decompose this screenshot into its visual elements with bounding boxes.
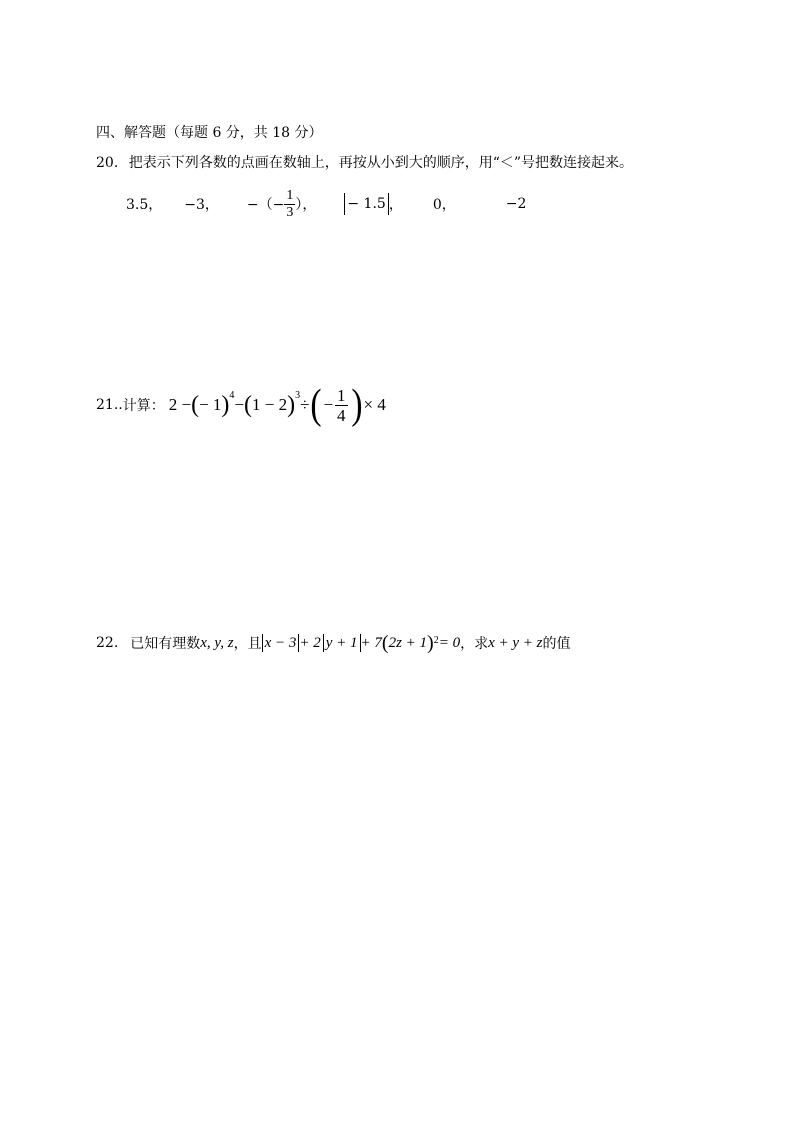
- paren-open: (: [381, 632, 389, 654]
- abs-value: − 1.5: [347, 196, 386, 212]
- fraction-one-third: [284, 189, 295, 220]
- question-22: [96, 628, 571, 658]
- exponent-4: 4: [229, 390, 235, 401]
- number-item-neg-2: −2: [505, 196, 527, 212]
- question-22-mid: ，且: [233, 636, 262, 652]
- question-22-prefix: 已知有理数: [130, 636, 201, 652]
- expr-divide: ÷: [300, 395, 310, 414]
- term-plus-seven: + 7: [360, 634, 382, 651]
- paren-open-1: (: [191, 392, 200, 418]
- expr-minus: −: [234, 395, 244, 414]
- number-item-zero: 0，: [432, 197, 456, 213]
- number-item-neg-3: −3，: [184, 197, 219, 213]
- number-item-neg-neg-third: [247, 189, 316, 220]
- exponent-3: 3: [295, 390, 301, 401]
- fraction-numerator: 1: [286, 187, 294, 203]
- expr-one-minus-two: 1 − 2: [252, 395, 288, 414]
- question-22-number: 22.: [96, 635, 119, 651]
- paren-close: ): [427, 632, 434, 654]
- number-item-abs-neg-1-5: [344, 193, 402, 215]
- question-21-number: 21..: [96, 397, 123, 413]
- paren-close-1: ): [221, 392, 230, 418]
- expr-neg-one: − 1: [199, 395, 222, 414]
- fraction-denominator: 3: [286, 204, 294, 220]
- expr-term-1: 2 −: [168, 395, 192, 414]
- question-20: [96, 152, 633, 172]
- inner-term: 2z + 1: [388, 634, 428, 651]
- question-20-numbers: [126, 186, 526, 222]
- paren-close-2: ): [287, 392, 296, 418]
- big-paren-close: ): [350, 382, 363, 428]
- question-22-suffix-2: 的值: [542, 636, 571, 652]
- expr-neg-sign: −: [323, 395, 334, 414]
- equals-zero: = 0: [438, 634, 461, 651]
- exponent-2: 2: [433, 635, 439, 646]
- number-item-d-suffix: ，: [388, 197, 403, 213]
- number-item-c-prefix: −（−: [246, 197, 285, 213]
- abs-term-2: y + 1: [325, 634, 358, 651]
- fraction-denominator: 4: [337, 405, 346, 425]
- number-item-c-suffix: ），: [295, 197, 317, 213]
- question-22-vars: x, y, z: [200, 634, 234, 651]
- expr-times-four: × 4: [363, 395, 386, 414]
- paren-open-2: (: [244, 392, 252, 418]
- fraction-numerator: 1: [337, 385, 346, 405]
- term-plus-two: + 2: [299, 634, 321, 651]
- fraction-one-fourth: [335, 387, 348, 424]
- abs-term-1: x − 3: [264, 634, 297, 651]
- question-21-expression: [169, 384, 386, 426]
- question-21-label: 计算：: [122, 398, 165, 414]
- question-20-text: 把表示下列各数的点画在数轴上，再按从小到大的顺序，用“＜”号把数连接起来。: [128, 155, 634, 171]
- big-paren-open: (: [310, 382, 323, 428]
- question-22-suffix-1: ，求: [460, 636, 489, 652]
- number-item-3-5: 3.5，: [126, 197, 163, 213]
- section-title: 四、解答题（每题 6 分，共 18 分）: [96, 125, 323, 141]
- question-21: [96, 380, 386, 430]
- question-22-sum: x + y + z: [488, 634, 543, 651]
- question-20-number: 20.: [96, 155, 119, 171]
- question-22-equation: [262, 633, 461, 653]
